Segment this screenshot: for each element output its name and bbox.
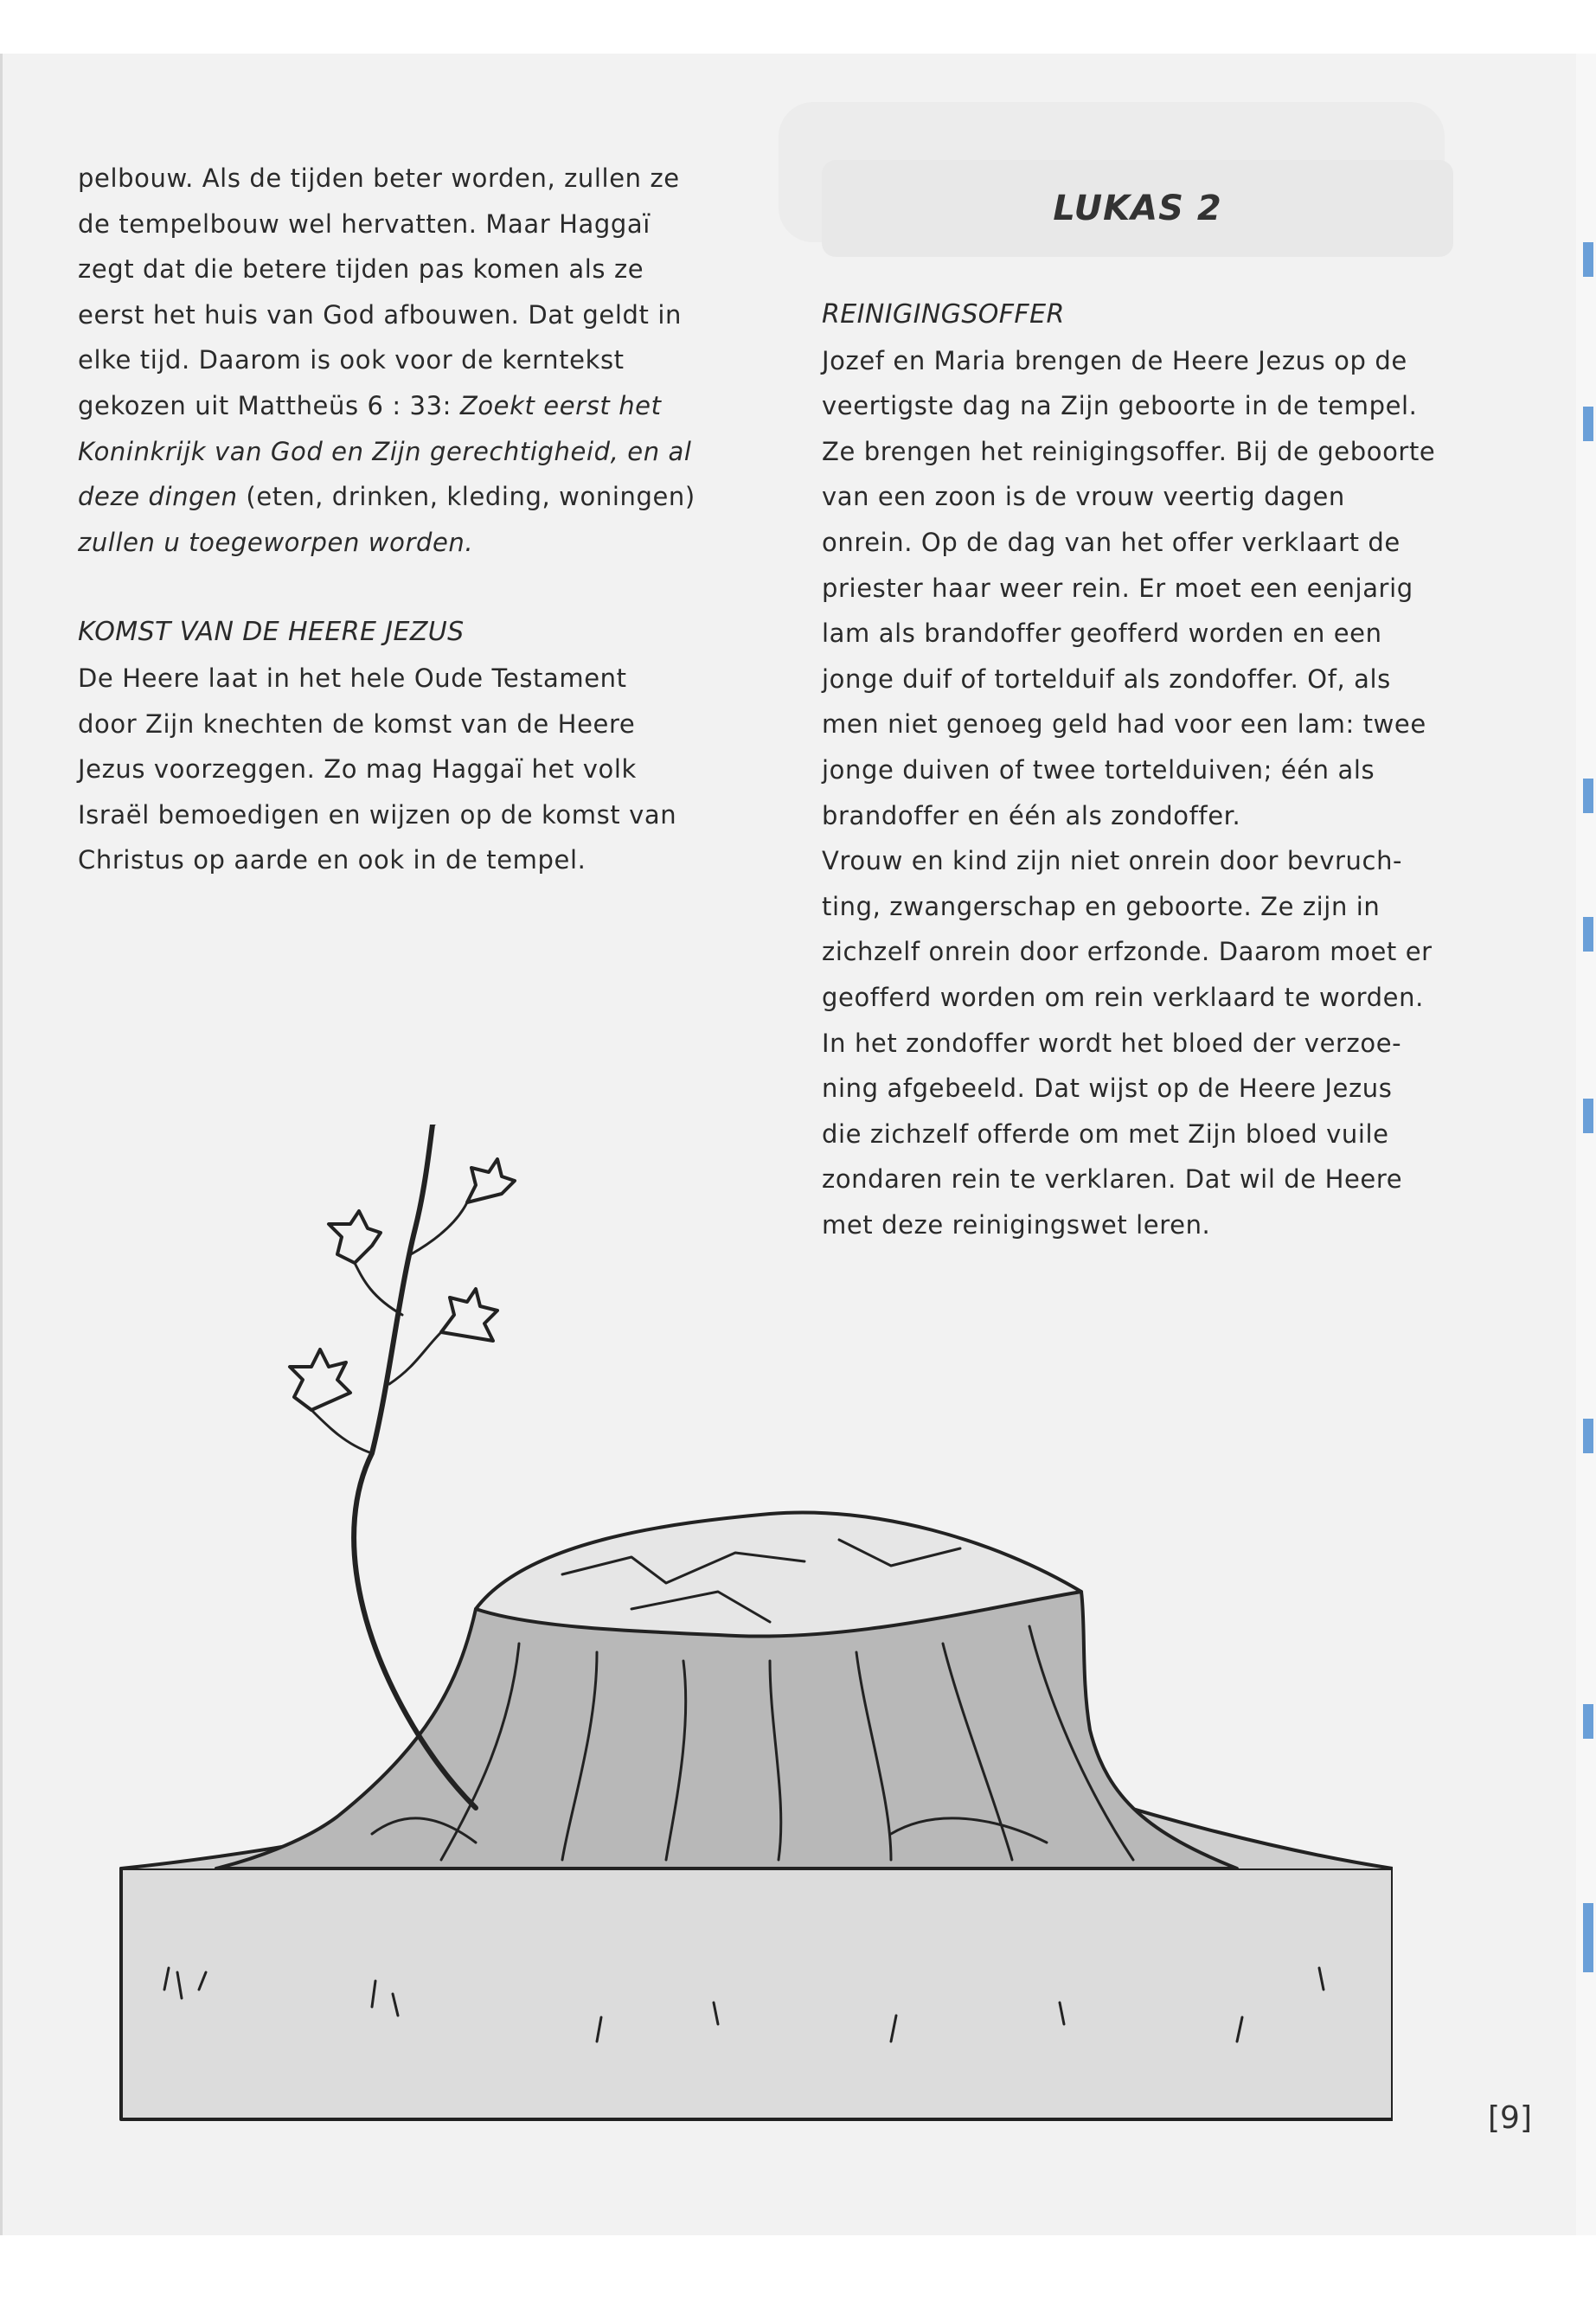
edge-mark — [1583, 779, 1593, 813]
text-line: die zichzelf offerde om met Zijn bloed vuile — [822, 1118, 1389, 1149]
text-line: lam als brandoffer geofferd worden en een — [822, 619, 1382, 649]
kerntekst-quote: zullen u toegeworpen worden. — [78, 527, 474, 557]
text-span: (eten, drinken, kleding, woningen) — [237, 482, 695, 512]
text-line: eerst het huis van God afbouwen. Dat geldt in — [78, 299, 682, 330]
chapter-title: LUKAS 2 — [1053, 189, 1222, 228]
text-line: de tempelbouw wel hervatten. Maar Haggaï — [78, 208, 651, 239]
edge-mark — [1583, 1903, 1593, 1972]
text-line: van een zoon is de vrouw veertig dagen — [822, 482, 1345, 512]
text-line: veertigste dag na Zijn geboorte in de tempel. — [822, 391, 1418, 421]
text-line: In het zondoffer wordt het bloed der verzoe- — [822, 1028, 1402, 1058]
edge-mark — [1583, 1704, 1593, 1739]
kerntekst-quote: deze dingen — [78, 482, 238, 512]
kerntekst-quote: Koninkrijk van God en Zijn gerechtigheid, en al — [78, 436, 692, 466]
kerntekst-quote: Zoekt eerst het — [459, 390, 662, 420]
text-line: pelbouw. Als de tijden beter worden, zullen ze — [78, 163, 680, 193]
text-line: zichzelf onrein door erfzonde. Daarom moet er — [822, 937, 1433, 967]
left-column — [78, 156, 718, 883]
text-line: jonge duiven of twee tortelduiven; één als — [822, 754, 1375, 785]
text-line: ting, zwangerschap en geboorte. Ze zijn in — [822, 891, 1381, 921]
text-line: Christus op aarde en ook in de tempel. — [78, 845, 586, 875]
text-line: Ze brengen het reinigingsoffer. Bij de geboorte — [822, 436, 1436, 466]
text-line: Israël bemoedigen en wijzen op de komst van — [78, 799, 677, 830]
right-body-text — [822, 338, 1453, 1248]
tree-stump-illustration — [112, 1125, 1393, 2137]
section-heading-komst: KOMST VAN DE HEERE JEZUS — [78, 617, 465, 648]
text-line — [78, 383, 718, 429]
text-line: Vrouw en kind zijn niet onrein door bevruch- — [822, 846, 1403, 876]
edge-mark — [1583, 1099, 1593, 1133]
text-line: jonge duif of tortelduif als zondoffer. Of, als — [822, 663, 1391, 694]
text-line: zegt dat die betere tijden pas komen als ze — [78, 254, 644, 285]
section-heading-reinigingsoffer: REINIGINGSOFFER — [822, 299, 1065, 330]
page-number: [9] — [1488, 2100, 1532, 2136]
text-line: met deze reinigingswet leren. — [822, 1209, 1211, 1240]
edge-mark — [1583, 917, 1593, 952]
text-line: onrein. Op de dag van het offer verklaart de — [822, 527, 1401, 557]
text-span: gekozen uit Mattheüs 6 : 33: — [78, 390, 460, 420]
text-line: elke tijd. Daarom is ook voor de kerntekst — [78, 345, 625, 375]
text-line — [78, 474, 718, 520]
text-line: geofferd worden om rein verklaard te worden. — [822, 982, 1424, 1012]
edge-mark — [1583, 242, 1593, 277]
text-line: De Heere laat in het hele Oude Testament — [78, 663, 627, 693]
text-line: Jozef en Maria brengen de Heere Jezus op de — [822, 345, 1407, 375]
text-line: ning afgebeeld. Dat wijst op de Heere Jezus — [822, 1074, 1393, 1104]
text-line: men niet genoeg geld had voor een lam: twee — [822, 709, 1426, 740]
edge-mark — [1583, 1419, 1593, 1453]
text-line: Jezus voorzeggen. Zo mag Haggaï het volk — [78, 754, 637, 785]
text-line: brandoffer en één als zondoffer. — [822, 800, 1241, 830]
text-line: zondaren rein te verklaren. Dat wil de Heere — [822, 1164, 1403, 1195]
right-column — [822, 292, 1453, 1247]
text-line: priester haar weer rein. Er moet een eenjarig — [822, 573, 1413, 603]
chapter-title-box — [822, 160, 1453, 257]
edge-mark — [1583, 407, 1593, 441]
text-line: door Zijn knechten de komst van de Heere — [78, 708, 636, 739]
